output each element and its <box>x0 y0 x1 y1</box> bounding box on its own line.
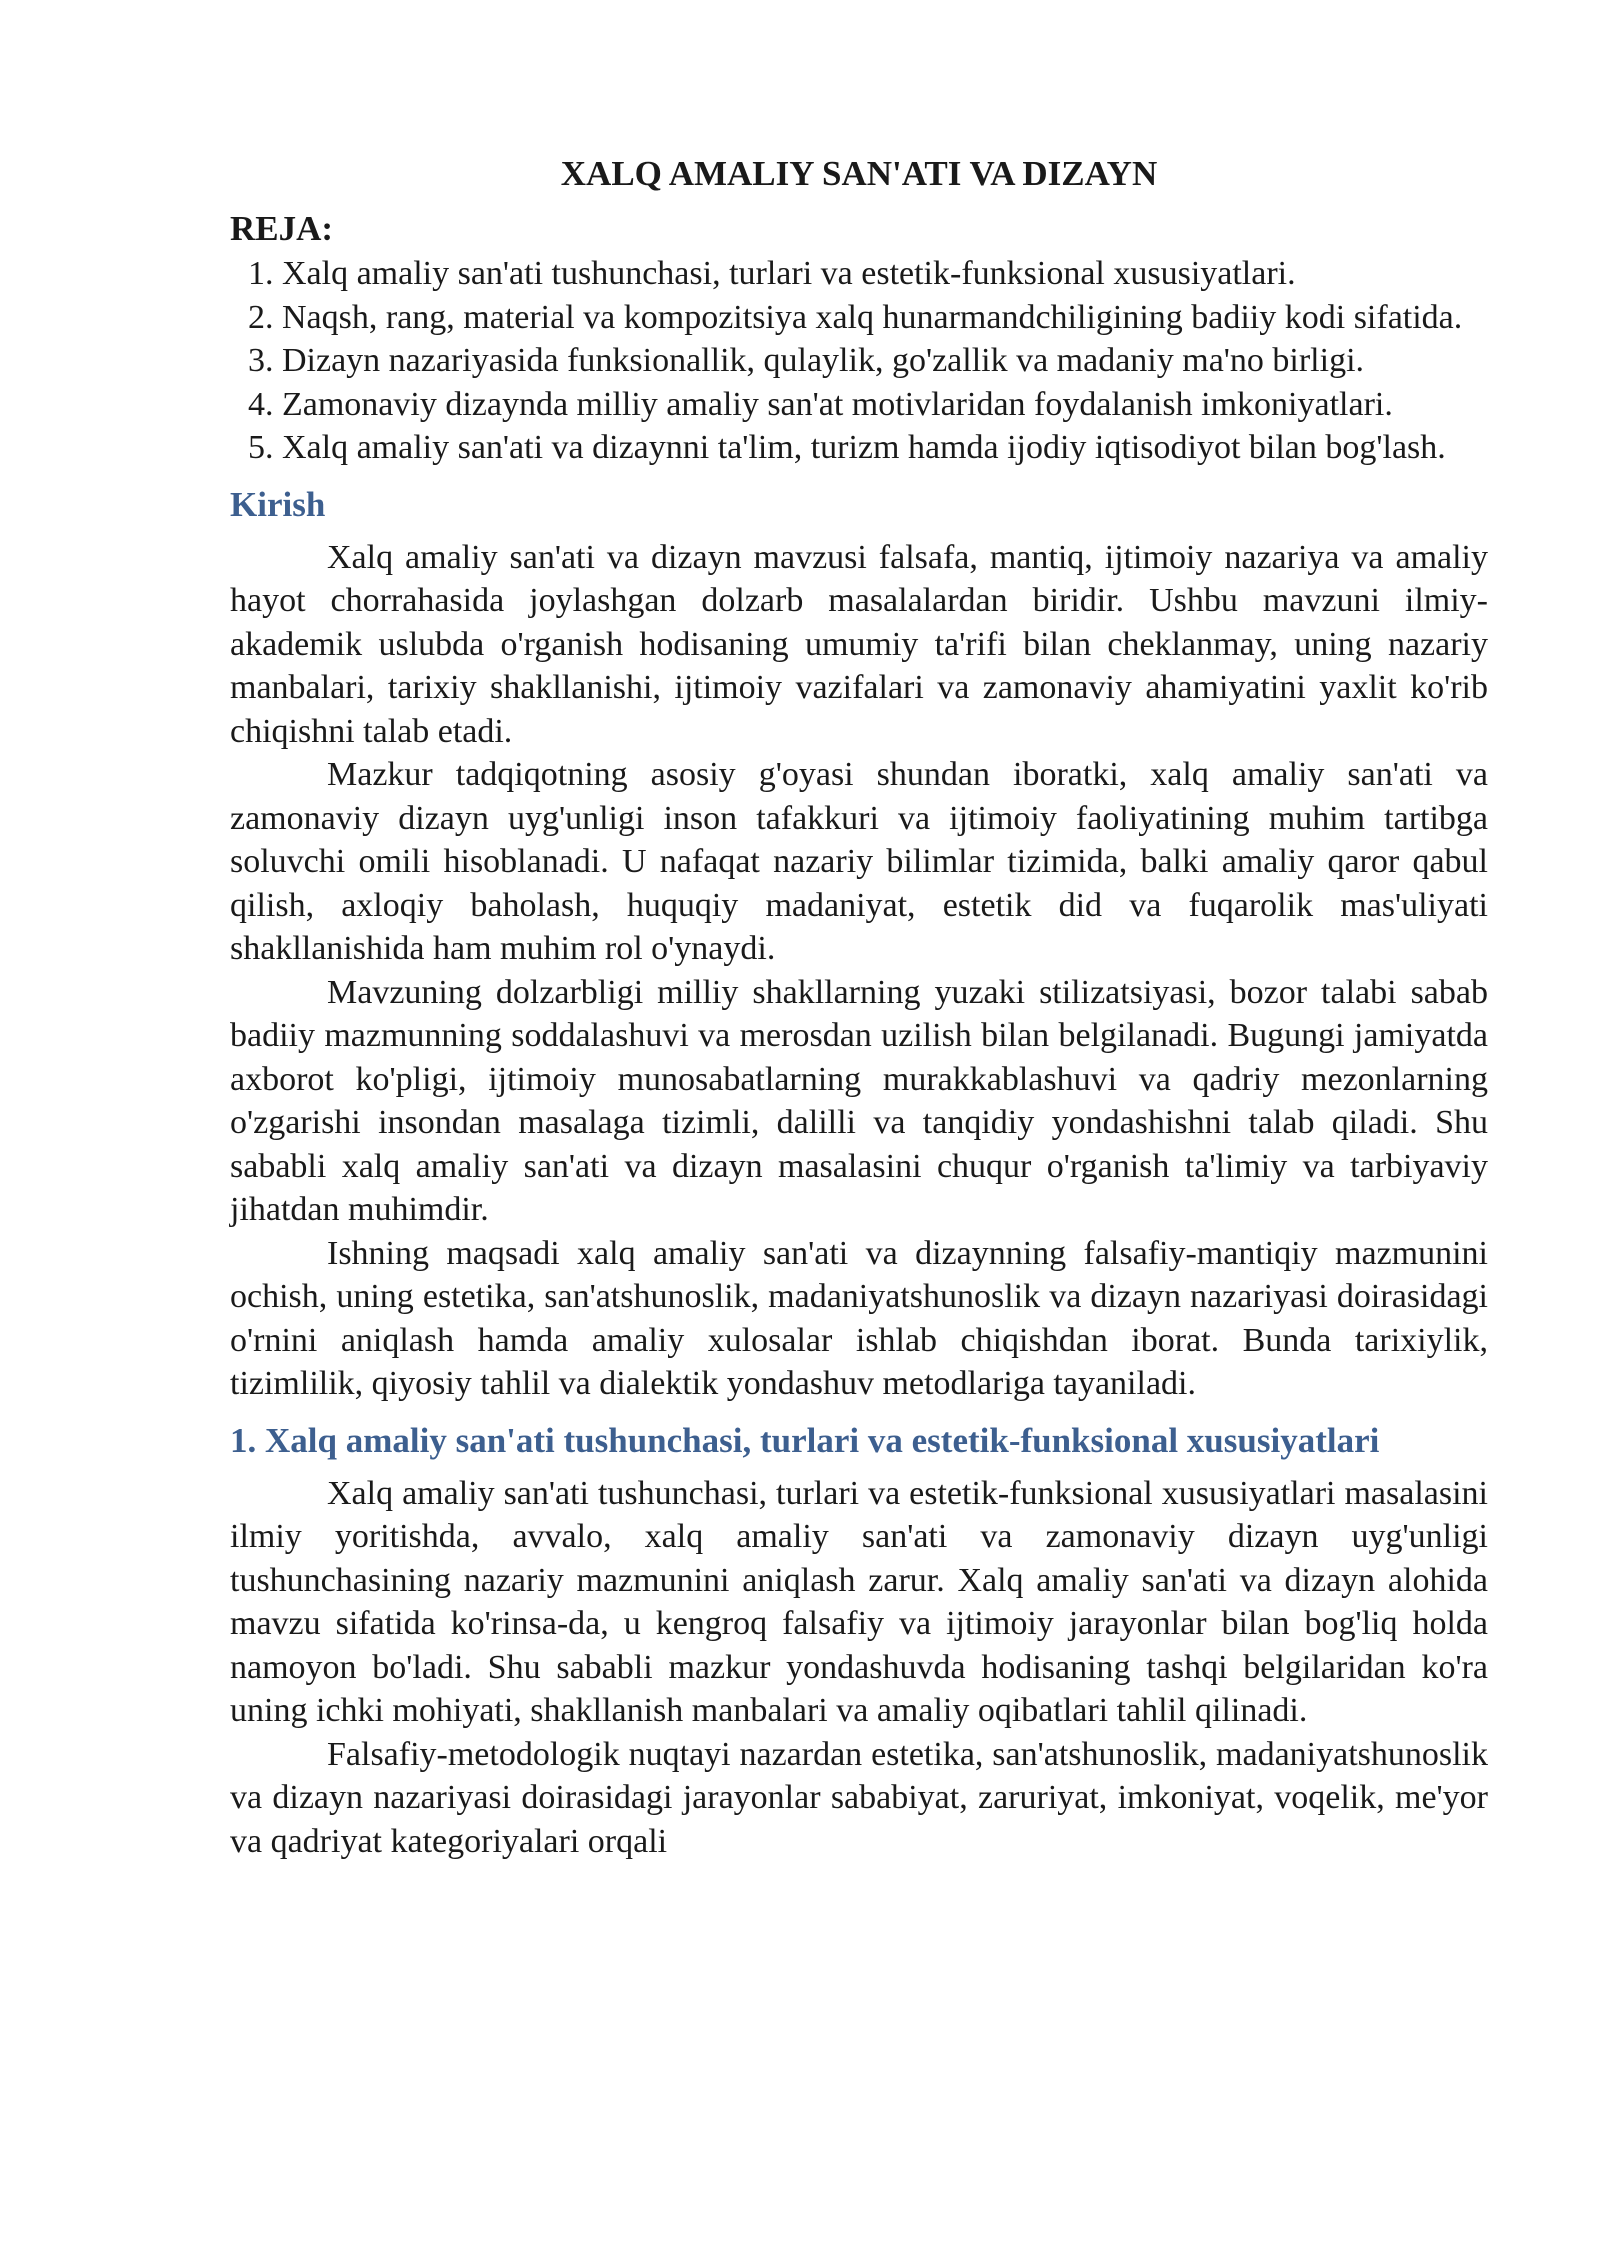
document-page <box>230 150 1488 1863</box>
plan-item: 1. Xalq amaliy san'ati tushunchasi, turlari va estetik-funksional xususiyatlari. <box>248 255 1296 292</box>
plan-item: 2. Naqsh, rang, material va kompozitsiya xalq hunarmandchiligining badiiy kodi sifatida. <box>248 298 1463 336</box>
intro-heading: Kirish <box>230 484 326 524</box>
plan-heading: REJA: <box>230 209 334 248</box>
intro-paragraph: Mazkur tadqiqotning asosiy g'oyasi shundan iboratki, xalq amaliy san'ati va zamonaviy dizayn uyg'unligi inson tafakkuri va ijtimoiy faoliyatining muhim tartibga soluvchi omili hisoblanadi. U nafaqat nazariy bilimlar tizimida, balki amaliy qaror qabul qilish, axloqiy baholash, huquqiy madaniyat, estetik did va fuqarolik mas'uliyati shakllanishida ham muhim rol o'ynaydi. <box>230 756 1488 967</box>
section-1-paragraph: Falsafiy-metodologik nuqtayi nazardan estetika, san'atshunoslik, madaniyatshunoslik va dizayn nazariyasi doirasidagi jarayonlar sababiyat, zaruriyat, imkoniyat, voqelik, me'yor va qadriyat kategoriyalari orqali <box>230 1735 1488 1860</box>
section-1-paragraph: Xalq amaliy san'ati tushunchasi, turlari va estetik-funksional xususiyatlari masalasini ilmiy yoritishda, avvalo, xalq amaliy san'ati va zamonaviy dizayn uyg'unligi tushunchasining nazariy mazmunini aniqlash zarur. Xalq amaliy san'ati va dizayn alohida mavzu sifatida ko'rinsa-da, u kengroq falsafiy va ijtimoiy jarayonlar bilan bog'liq holda namoyon bo'ladi. Shu sababli mazkur yondashuvda hodisaning tashqi belgilaridan ko'ra uning ichki mohiyati, shakllanish manbalari va amaliy oqibatlari tahlil qilinadi. <box>230 1474 1488 1729</box>
intro-paragraph: Mavzuning dolzarbligi milliy shakllarning yuzaki stilizatsiyasi, bozor talabi sabab badiiy mazmunning soddalashuvi va merosdan uzilish bilan belgilanadi. Bugungi jamiyatda axborot ko'pligi, ijtimoiy munosabatlarning murakkablashuvi va qadriy mezonlarning o'zgarishi insondan masalaga tizimli, dalilli va tanqidiy yondashishni talab qiladi. Shu sababli xalq amaliy san'ati va dizayn masalasini chuqur o'rganish ta'limiy va tarbiyaviy jihatdan muhimdir. <box>230 973 1488 1228</box>
intro-paragraph: Xalq amaliy san'ati va dizayn mavzusi falsafa, mantiq, ijtimoiy nazariya va amaliy hayot chorrahasida joylashgan dolzarb masalalardan biridir. Ushbu mavzuni ilmiy-akademik uslubda o'rganish hodisaning umumiy ta'rifi bilan cheklanmay, uning nazariy manbalari, tarixiy shakllanishi, ijtimoiy vazifalari va zamonaviy ahamiyatini yaxlit ko'rib chiqishni talab etadi. <box>230 538 1488 750</box>
plan-list <box>230 252 1488 470</box>
intro-paragraph: Ishning maqsadi xalq amaliy san'ati va dizaynning falsafiy-mantiqiy mazmunini ochish, uning estetika, san'atshunoslik, madaniyatshunoslik va dizayn nazariyasi doirasidagi o'rnini aniqlash hamda amaliy xulosalar ishlab chiqishdan iborat. Bunda tarixiylik, tizimlilik, qiyosiy tahlil va dialektik yondashuv metodlariga tayaniladi. <box>230 1234 1488 1402</box>
section-1-heading: 1. Xalq amaliy san'ati tushunchasi, turlari va estetik-funksional xususiyatlari <box>230 1420 1380 1460</box>
document-title: XALQ AMALIY SAN'ATI VA DIZAYN <box>560 154 1158 193</box>
plan-item: 3. Dizayn nazariyasida funksionallik, qulaylik, go'zallik va madaniy ma'no birligi. <box>248 342 1365 379</box>
plan-item: 5. Xalq amaliy san'ati va dizaynni ta'lim, turizm hamda ijodiy iqtisodiyot bilan bog'lash. <box>248 429 1446 466</box>
plan-item: 4. Zamonaviy dizaynda milliy amaliy san'at motivlaridan foydalanish imkoniyatlari. <box>248 385 1393 423</box>
